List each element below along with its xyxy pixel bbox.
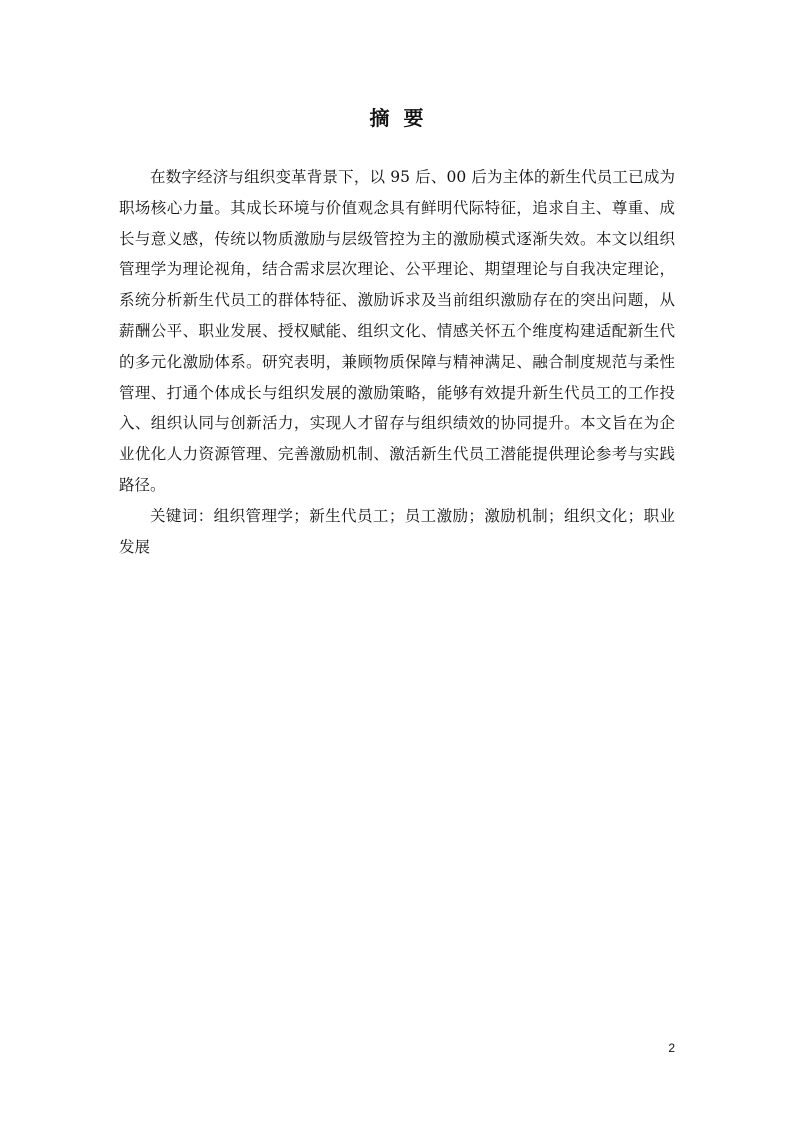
- keywords-line: 关键词：组织管理学；新生代员工；员工激励；激励机制；组织文化；职业发展: [119, 506, 675, 556]
- page-number: 2: [668, 1041, 675, 1055]
- abstract-paragraph: 在数字经济与组织变革背景下，以 95 后、00 后为主体的新生代员工已成为职场核心力量。其成长环境与价值观念具有鲜明代际特征，追求自主、尊重、成长与意义感，传统以物质激励与层级管控为主的激励模式逐渐失效。本文以组织管理学为理论视角，结合需求层次理论、公平理论、期望理论与自我决定理论，系统分析新生代员工的群体特征、激励诉求及当前组织激励存在的突出问题，从薪酬公平、职业发展、授权赋能、组织文化、情感关怀五个维度构建适配新生代的多元化激励体系。研究表明，兼顾物质保障与精神满足、融合制度规范与柔性管理、打通个体成长与组织发展的激励策略，能够有效提升新生代员工的工作投入、组织认同与创新活力，实现人才留存与组织绩效的协同提升。本文旨在为企业优化人力资源管理、完善激励机制、激活新生代员工潜能提供理论参考与实践路径。: [119, 168, 675, 494]
- abstract-body: [119, 162, 675, 562]
- abstract-title: 摘要: [369, 106, 438, 130]
